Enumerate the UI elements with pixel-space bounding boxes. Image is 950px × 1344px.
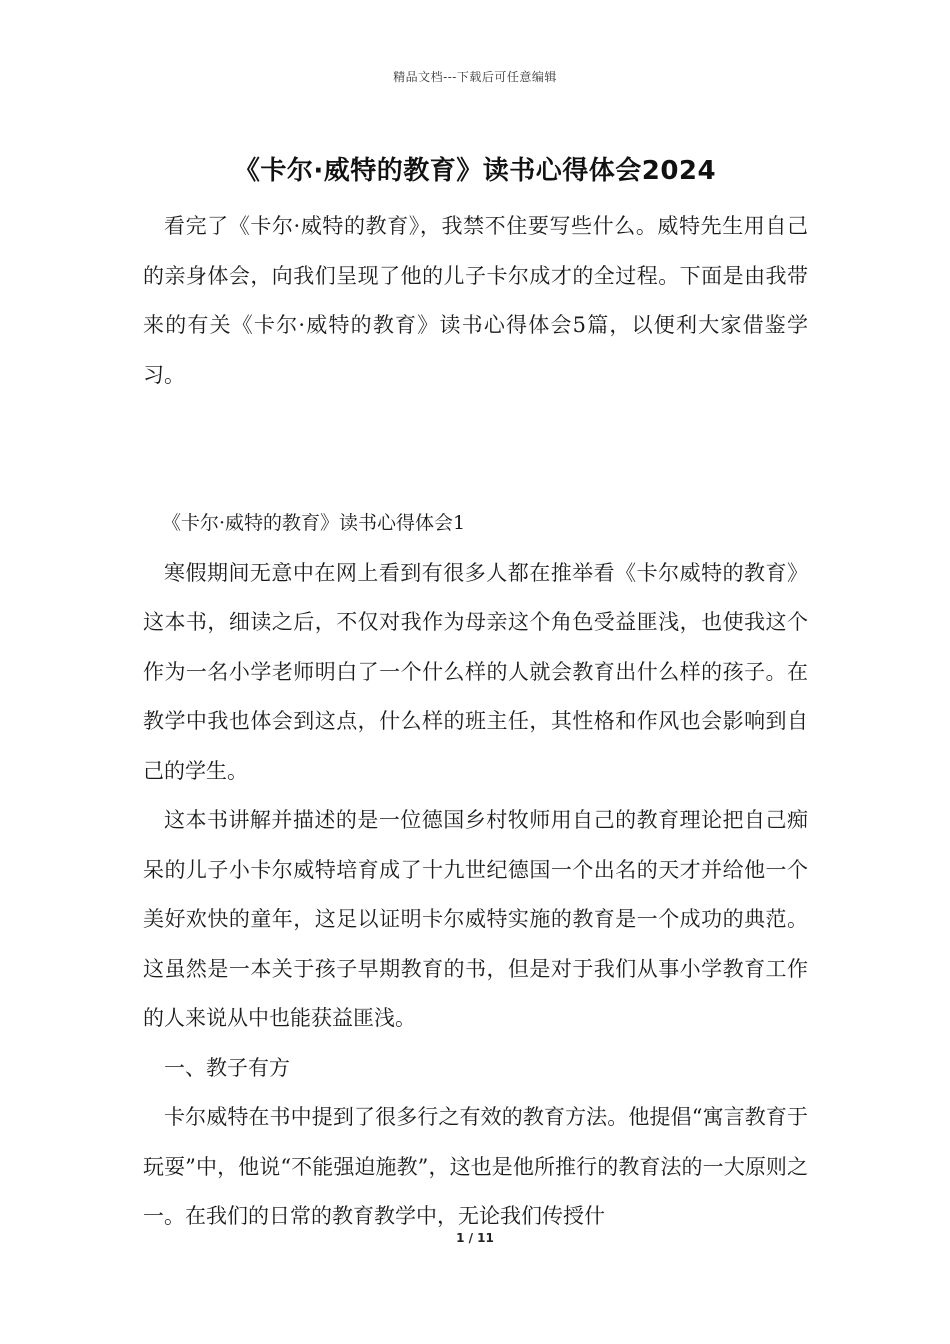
running-header: 精品文档---下载后可任意编辑: [393, 70, 557, 84]
section-title: 《卡尔·威特的教育》读书心得体会1: [162, 512, 466, 534]
body-paragraph: 这本书讲解并描述的是一位德国乡村牧师用自己的教育理论把自己痴呆的儿子小卡尔威特培育成了十九世纪德国一个出名的天才并给他一个美好欢快的童年，这足以证明卡尔威特实施的教育是一个成功的典范。这虽然是一本关于孩子早期教育的书，但是对于我们从事小学教育工作的人来说从中也能获益匪浅。: [143, 808, 808, 1030]
page-indicator: 1 / 11: [456, 1231, 494, 1245]
body-paragraph: 卡尔威特在书中提到了很多行之有效的教育方法。他提倡“寓言教育于玩耍”中，他说“不能强迫施教”，这也是他所推行的教育法的一大原则之一。在我们的日常的教育教学中，无论我们传授什: [143, 1105, 808, 1228]
document-title: 《卡尔·威特的教育》读书心得体会2024: [233, 156, 717, 186]
section-spacer: [143, 400, 808, 499]
body-paragraph: 寒假期间无意中在网上看到有很多人都在推举看《卡尔威特的教育》这本书，细读之后，不仅对我作为母亲这个角色受益匪浅，也使我这个作为一名小学老师明白了一个什么样的人就会教育出什么样的孩子。在教学中我也体会到这点，什么样的班主任，其性格和作风也会影响到自己的学生。: [143, 560, 808, 783]
document-body: [143, 202, 808, 1242]
intro-paragraph: 看完了《卡尔·威特的教育》，我禁不住要写些什么。威特先生用自己的亲身体会，向我们呈现了他的儿子卡尔成才的全过程。下面是由我带来的有关《卡尔·威特的教育》读书心得体会5篇，以便利大家借鉴学习。: [143, 214, 808, 387]
subsection-heading: 一、教子有方: [164, 1055, 290, 1080]
